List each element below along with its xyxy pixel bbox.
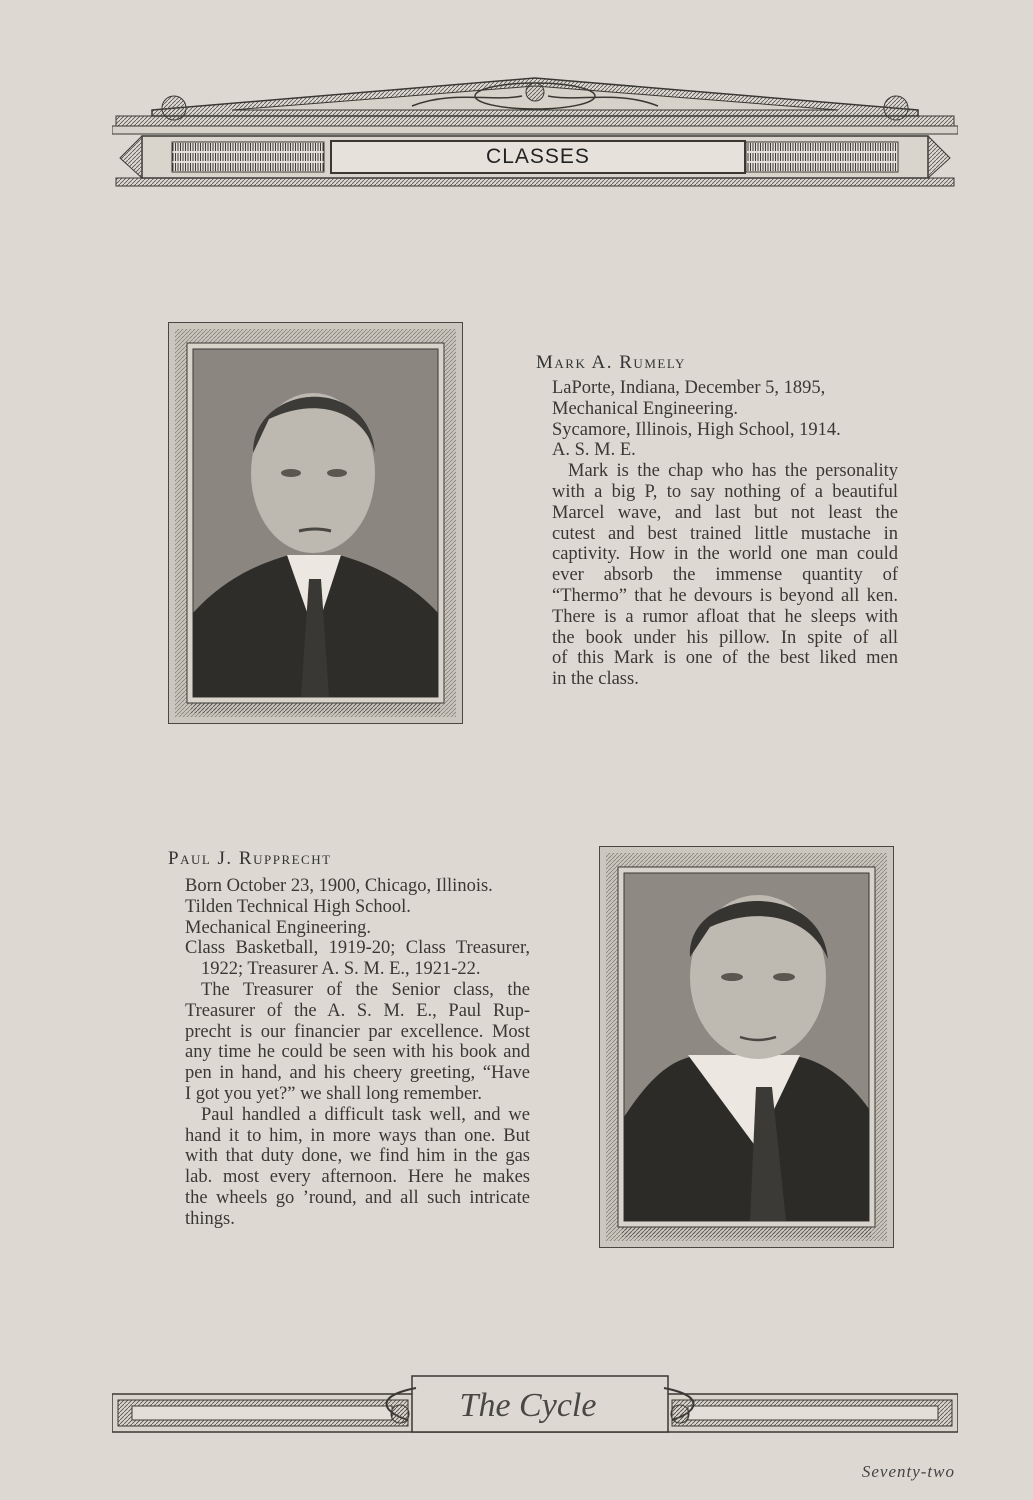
text-line: Mechanical Engineering. bbox=[185, 917, 371, 938]
text-line: any time he could be seen with his book and bbox=[185, 1042, 530, 1063]
text-line: Paul handled a difficult task well, and we bbox=[201, 1104, 530, 1125]
text-line: lab. most every afternoon. Here he makes bbox=[185, 1167, 530, 1188]
portrait-rumely bbox=[168, 322, 463, 724]
portrait-rupprecht bbox=[599, 846, 894, 1248]
text-line: in the class. bbox=[552, 669, 639, 690]
text-line: Sycamore, Illinois, High School, 1914. bbox=[552, 419, 841, 440]
text-line: “Thermo” that he devours is beyond all ken. bbox=[552, 585, 898, 606]
text-line: ever absorb the immense quantity of bbox=[552, 565, 898, 586]
text-line: cutest and best trained little mustache in bbox=[552, 523, 898, 544]
entry-text bbox=[185, 876, 530, 1230]
page-number: Seventy-two bbox=[861, 1462, 955, 1481]
text-line: Mechanical Engineering. bbox=[552, 398, 738, 419]
text-line: 1922; Treasurer A. S. M. E., 1921-22. bbox=[201, 959, 481, 980]
text-line: Treasurer of the A. S. M. E., Paul Rup- bbox=[185, 1000, 530, 1021]
portrait-photo bbox=[169, 323, 462, 723]
publication-title: The Cycle bbox=[459, 1387, 597, 1424]
text-line: things. bbox=[185, 1208, 235, 1229]
text-line: Tilden Technical High School. bbox=[185, 896, 411, 917]
text-line: with that duty done, we find him in the gas bbox=[185, 1146, 530, 1167]
section-title: CLASSES bbox=[330, 140, 746, 174]
text-line: precht is our financier par excellence. Most bbox=[185, 1021, 530, 1042]
entry-text bbox=[552, 378, 898, 690]
text-line: the book under his pillow. In spite of all bbox=[552, 627, 898, 648]
entry-name: Mark A. Rumely bbox=[536, 352, 686, 373]
text-line: the wheels go ’round, and all such intricate bbox=[185, 1187, 530, 1208]
text-line: captivity. How in the world one man could bbox=[552, 544, 898, 565]
text-line: pen in hand, and his cheery greeting, “Have bbox=[185, 1063, 530, 1084]
text-line: I got you yet?” we shall long remember. bbox=[185, 1083, 482, 1104]
portrait-photo bbox=[600, 847, 893, 1247]
text-line: Born October 23, 1900, Chicago, Illinois. bbox=[185, 876, 493, 896]
text-line: LaPorte, Indiana, December 5, 1895, bbox=[552, 378, 826, 398]
text-line: Mark is the chap who has the personality bbox=[568, 461, 898, 482]
text-line: Class Basketball, 1919-20; Class Treasurer, bbox=[185, 938, 530, 959]
text-line: Marcel wave, and last but not least the bbox=[552, 502, 898, 523]
text-line: hand it to him, in more ways than one. But bbox=[185, 1125, 530, 1146]
entry-name: Paul J. Rupprecht bbox=[168, 848, 332, 869]
text-line: There is a rumor afloat that he sleeps with bbox=[552, 606, 898, 627]
text-line: of this Mark is one of the best liked men bbox=[552, 648, 898, 669]
text-line: with a big P, to say nothing of a beautiful bbox=[552, 481, 898, 502]
text-line: The Treasurer of the Senior class, the bbox=[201, 979, 530, 1000]
text-line: A. S. M. E. bbox=[552, 440, 636, 461]
